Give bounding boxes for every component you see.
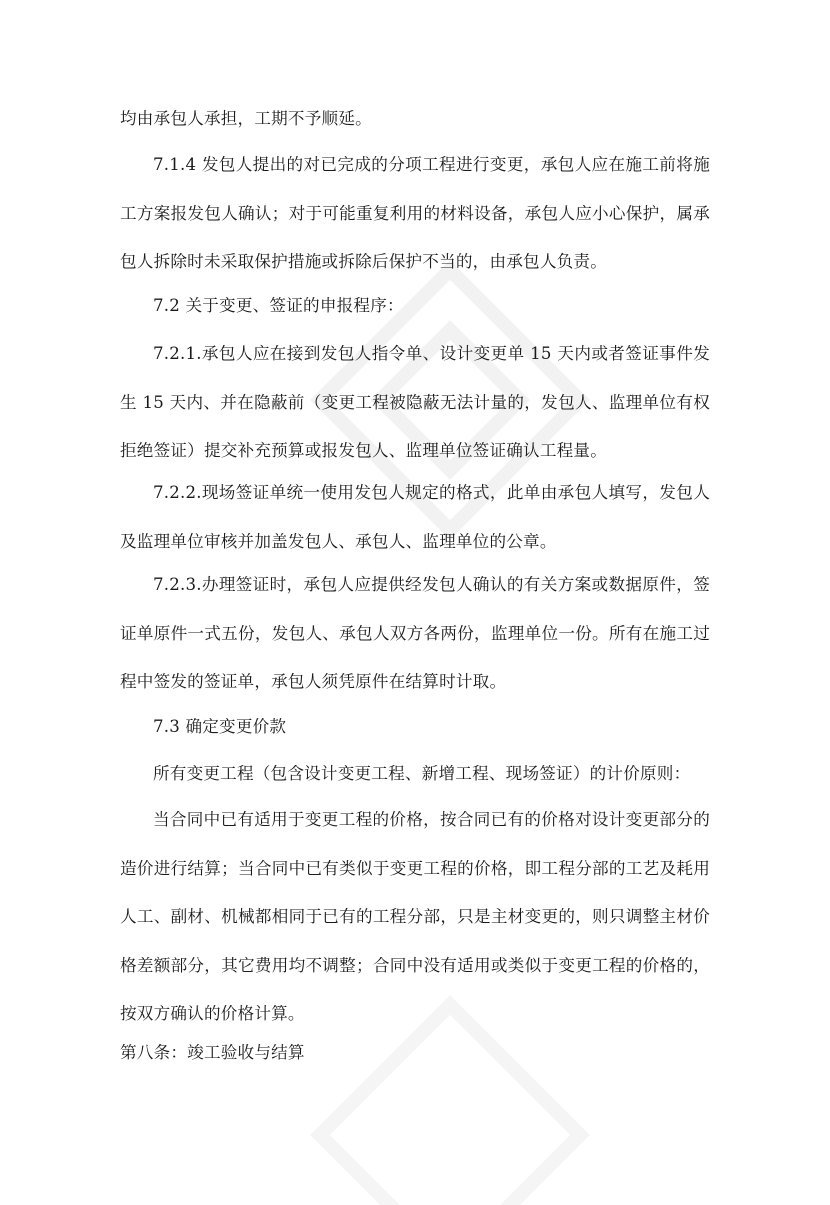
paragraph-7-2-3: 7.2.3.办理签证时，承包人应提供经发包人确认的有关方案或数据原件，签证单原件一式五份，发包人、承包人双方各两份，监理单位一份。所有在施工过程中签发的签证单，承包人须凭原件在结算时计取。 <box>120 575 710 691</box>
paragraph-7-1-4: 7.1.4 发包人提出的对已完成的分项工程进行变更，承包人应在施工前将施工方案报发包人确认；对于可能重复利用的材料设备，承包人应小心保护，属承包人拆除时未采取保护措施或拆除后保护不当的，由承包人负责。 <box>120 155 710 271</box>
paragraph-7-2-1: 7.2.1.承包人应在接到发包人指令单、设计变更单 15 天内或者签证事件发生 15 天内、并在隐蔽前（变更工程被隐蔽无法计量的，发包人、监理单位有权拒绝签证）提交补充预算或报发包人、监理单位签证确认工程量。 <box>120 344 710 460</box>
paragraph-continuation: 均由承包人承担，工期不予顺延。 <box>120 109 372 128</box>
paragraph-pricing-rules: 当合同中已有适用于变更工程的价格，按合同已有的价格对设计变更部分的造价进行结算；当合同中已有类似于变更工程的价格，即工程分部的工艺及耗用人工、副材、机械都相同于已有的工程分部，只是主材变更的，则只调整主材价格差额部分，其它费用均不调整；合同中没有适用或类似于变更工程的价格的，按双方确认的价格计算。 <box>120 810 710 1023</box>
paragraph-pricing-principle: 所有变更工程（包含设计变更工程、新增工程、现场签证）的计价原则： <box>153 764 691 783</box>
paragraph-7-2-2: 7.2.2.现场签证单统一使用发包人规定的格式，此单由承包人填写，发包人及监理单位审核并加盖发包人、承包人、监理单位的公章。 <box>120 483 710 551</box>
section-heading-article-8: 第八条：竣工验收与结算 <box>120 1043 305 1062</box>
heading-7-2: 7.2 关于变更、签证的申报程序： <box>153 296 404 315</box>
heading-7-3: 7.3 确定变更价款 <box>153 717 287 736</box>
